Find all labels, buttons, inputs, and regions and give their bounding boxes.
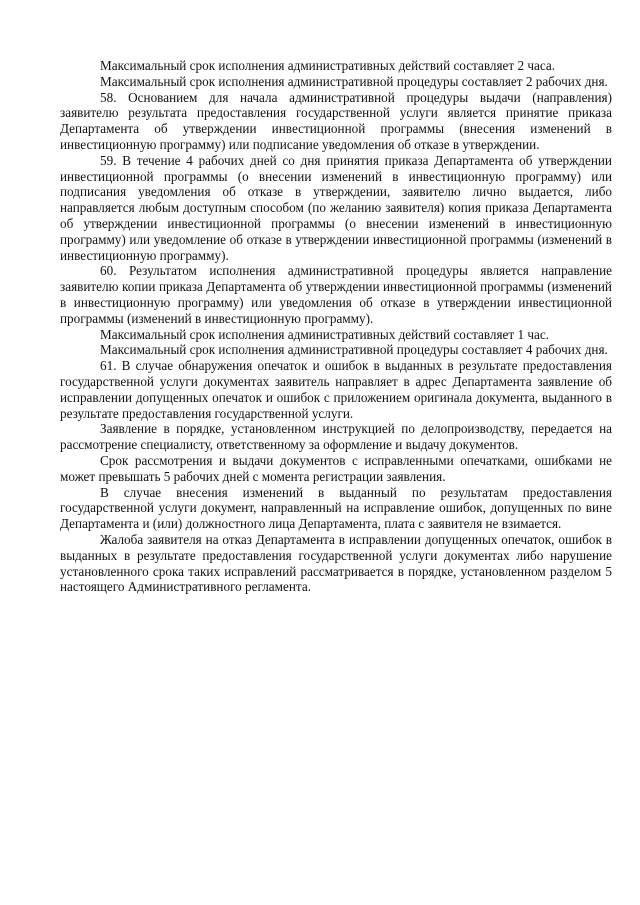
paragraph-61: 61. В случае обнаружения опечаток и ошибок в выданных в результате предоставления государственной услуги документах заявитель направляет в адрес Департамента заявление об исправлении допущенных опечаток и ошибок с приложением оригинала документа, выданного в результате предоставления государственной услуги. — [60, 358, 612, 421]
paragraph-max-time-procedure-2d: Максимальный срок исполнения административной процедуры составляет 2 рабочих дня. — [100, 73, 608, 89]
paragraph-max-time-procedure-4d: Максимальный срок исполнения административной процедуры составляет 4 рабочих дня. — [100, 342, 608, 358]
paragraph-no-fee: В случае внесения изменений в выданный по результатам предоставления государственной услуги документ, направленный на исправление ошибок, допущенных по вине Департамента и (или) должностного лица Департамента, плата с заявителя не взимается. — [60, 484, 612, 532]
paragraph-correction-deadline: Срок рассмотрения и выдачи документов с исправленными опечатками, ошибками не может превышать 5 рабочих дней с момента регистрации заявления. — [60, 452, 612, 484]
paragraph-max-time-actions-1h: Максимальный срок исполнения административных действий составляет 1 час. — [100, 326, 549, 342]
paragraph-59: 59. В течение 4 рабочих дней со дня принятия приказа Департамента об утверждении инвестиционной программы (о внесении изменений в инвестиционную программу) или подписания уведомления об отказе в утверждении, заявителю лично выдается, либо направляется любым доступным способом (по желанию заявителя) копия приказа Департамента об утверждении инвестиционной программы (о внесении изменений в инвестиционную программу) или уведомление об отказе в утверждении инвестиционной программы (изменений в инвестиционную программу). — [60, 152, 612, 263]
document-page — [60, 58, 612, 595]
paragraph-58: 58. Основанием для начала административной процедуры выдачи (направления) заявителю результата предоставления государственной услуги является принятие приказа Департамента об утверждении инвестиционной программы (внесения изменений в инвестиционную программу) или подписание уведомления об отказе в утверждении. — [60, 89, 612, 152]
paragraph-complaint: Жалоба заявителя на отказ Департамента в исправлении допущенных опечаток, ошибок в выданных в результате предоставления государственной услуги документах либо нарушение установленного срока таких исправлений рассматривается в порядке, установленном разделом 5 настоящего Административного регламента. — [60, 531, 612, 595]
paragraph-60: 60. Результатом исполнения административной процедуры является направление заявителю копии приказа Департамента об утверждении инвестиционной программы (изменений в инвестиционную программу) или уведомления об отказе в утверждении инвестиционной программы (изменений в инвестиционную программу). — [60, 263, 612, 326]
paragraph-application-handling: Заявление в порядке, установленном инструкцией по делопроизводству, передается на рассмотрение специалисту, ответственному за оформление и выдачу документов. — [60, 421, 612, 453]
paragraph-max-time-actions-2h: Максимальный срок исполнения административных действий составляет 2 часа. — [100, 58, 556, 73]
